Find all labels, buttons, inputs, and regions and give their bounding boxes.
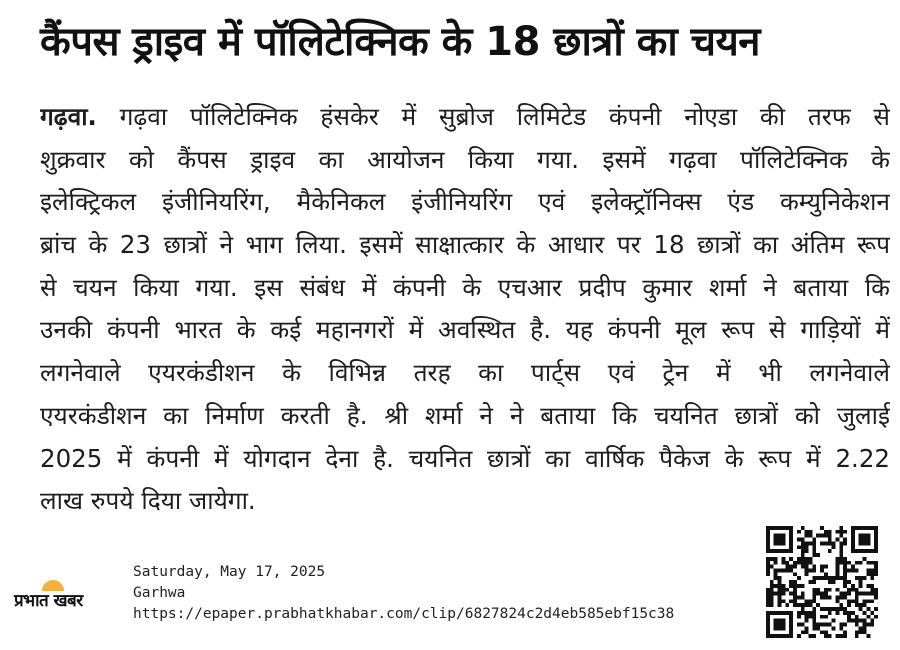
article-line: शुक्रवार को कैंपस ड्राइव का आयोजन किया गया. इसमें गढ़वा पॉलिटेक्निक के: [40, 144, 890, 174]
sun-icon: [42, 580, 64, 591]
article-body: [40, 96, 890, 523]
article-line: [40, 96, 890, 139]
article-line: उनकी कंपनी भारत के कई महानगरों में अवस्थित है. यह कंपनी मूल रूप से गाड़ियों में: [40, 315, 890, 345]
clip-meta: [133, 562, 674, 625]
prabhat-khabar-logo: [14, 586, 83, 612]
clip-place: Garhwa: [133, 585, 186, 601]
article-line: ब्रांच के 23 छात्रों ने भाग लिया. इसमें साक्षात्कार के आधार पर 18 छात्रों का अंतिम रूप: [40, 230, 890, 260]
article-line: से चयन किया गया. इस संबंध में कंपनी के एचआर प्रदीप कुमार शर्मा ने बताया कि: [40, 272, 890, 302]
article-line: लाख रुपये दिया जायेगा.: [40, 486, 256, 516]
article-line: इलेक्ट्रिकल इंजीनियरिंग, मैकेनिकल इंजीनियरिंग एवं इलेक्ट्रॉनिक्स एंड कम्युनिकेशन: [40, 187, 890, 217]
article-line: एयरकंडीशन का निर्माण करती है. श्री शर्मा ने ने बताया कि चयनित छात्रों को जुलाई: [40, 400, 890, 430]
dateline: गढ़वा.: [40, 102, 97, 131]
article-line: 2025 में कंपनी में योगदान देना है. चयनित छात्रों का वार्षिक पैकेज के रूप में 2.22: [40, 443, 890, 473]
qr-code-icon[interactable]: [766, 526, 878, 638]
clip-footer: [0, 540, 900, 650]
clip-url[interactable]: https://epaper.prabhatkhabar.com/clip/6827824c2d4eb585ebf15c38: [133, 606, 675, 622]
clip-date: Saturday, May 17, 2025: [133, 564, 326, 580]
logo-text: प्रभात खबर: [14, 590, 83, 611]
article-line: लगनेवाले एयरकंडीशन के विभिन्न तरह का पार्ट्स एवं ट्रेन में भी लगनेवाले: [40, 358, 890, 388]
article-line-text: गढ़वा पॉलिटेक्निक हंसकेर में सुब्रोज लिमिटेड कंपनी नोएडा की तरफ से: [96, 102, 890, 131]
headline: कैंपस ड्राइव में पॉलिटेक्निक के 18 छात्रों का चयन: [40, 19, 760, 65]
